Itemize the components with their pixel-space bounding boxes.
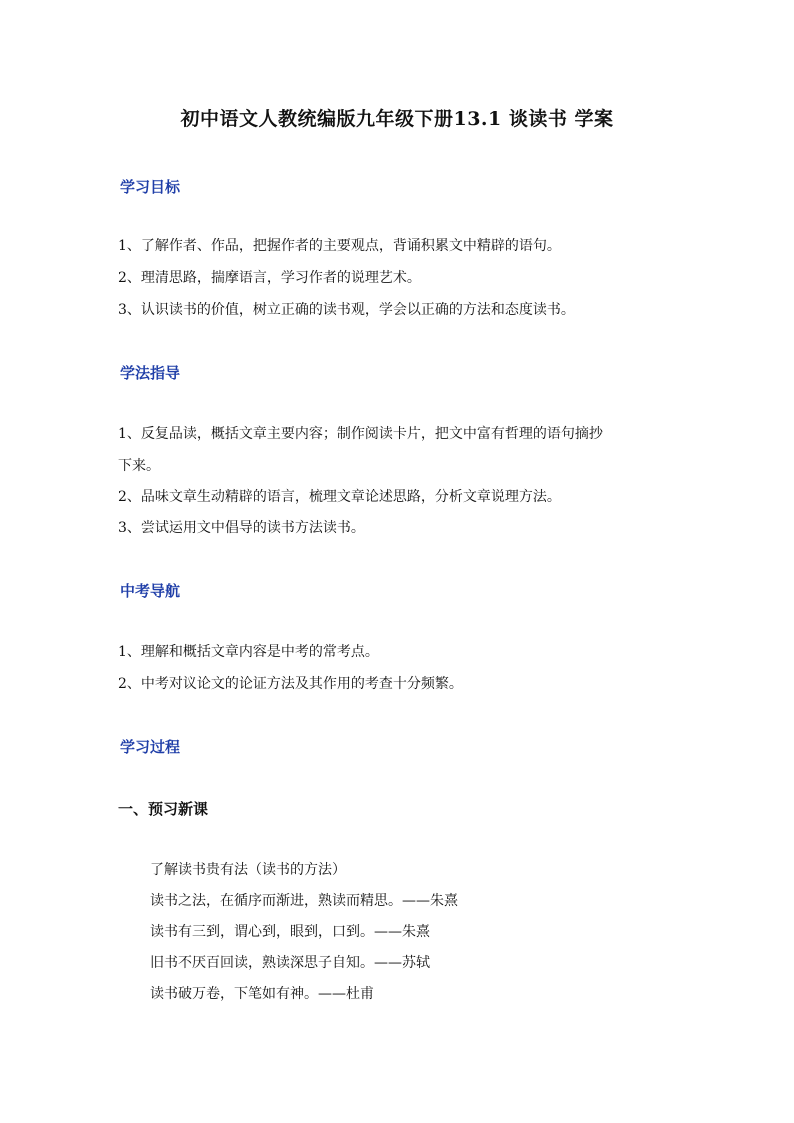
section-heading-goals: 学习目标 (120, 178, 181, 196)
goal-item-1: 1、了解作者、作品，把握作者的主要观点，背诵积累文中精辟的语句。 (118, 238, 561, 254)
section-heading-process: 学习过程 (120, 738, 181, 756)
quote-intro: 了解读书贵有法（读书的方法） (150, 862, 346, 878)
goal-item-3: 3、认识读书的价值，树立正确的读书观，学会以正确的方法和态度读书。 (118, 302, 575, 318)
document-title: 初中语文人教统编版九年级下册13.1 谈读书 学案 (180, 108, 614, 130)
quote-item-2: 读书有三到，谓心到，眼到，口到。——朱熹 (150, 924, 430, 940)
exam-item-1: 1、理解和概括文章内容是中考的常考点。 (118, 644, 379, 660)
method-item-1-continued: 下来。 (118, 458, 160, 474)
quote-item-4: 读书破万卷，下笔如有神。——杜甫 (150, 986, 374, 1002)
method-item-2: 2、品味文章生动精辟的语言，梳理文章论述思路，分析文章说理方法。 (118, 489, 561, 505)
section-heading-methods: 学法指导 (120, 364, 181, 382)
method-item-3: 3、尝试运用文中倡导的读书方法读书。 (118, 520, 365, 536)
quote-item-3: 旧书不厌百回读，熟读深思子自知。——苏轼 (150, 955, 430, 971)
exam-item-2: 2、中考对议论文的论证方法及其作用的考查十分频繁。 (118, 676, 463, 692)
section-heading-exam: 中考导航 (120, 582, 181, 600)
goal-item-2: 2、理清思路，揣摩语言，学习作者的说理艺术。 (118, 270, 421, 286)
subheading-preview: 一、预习新课 (118, 800, 209, 818)
quote-item-1: 读书之法，在循序而渐进，熟读而精思。——朱熹 (150, 893, 458, 909)
method-item-1: 1、反复品读，概括文章主要内容；制作阅读卡片，把文中富有哲理的语句摘抄 (118, 426, 603, 442)
